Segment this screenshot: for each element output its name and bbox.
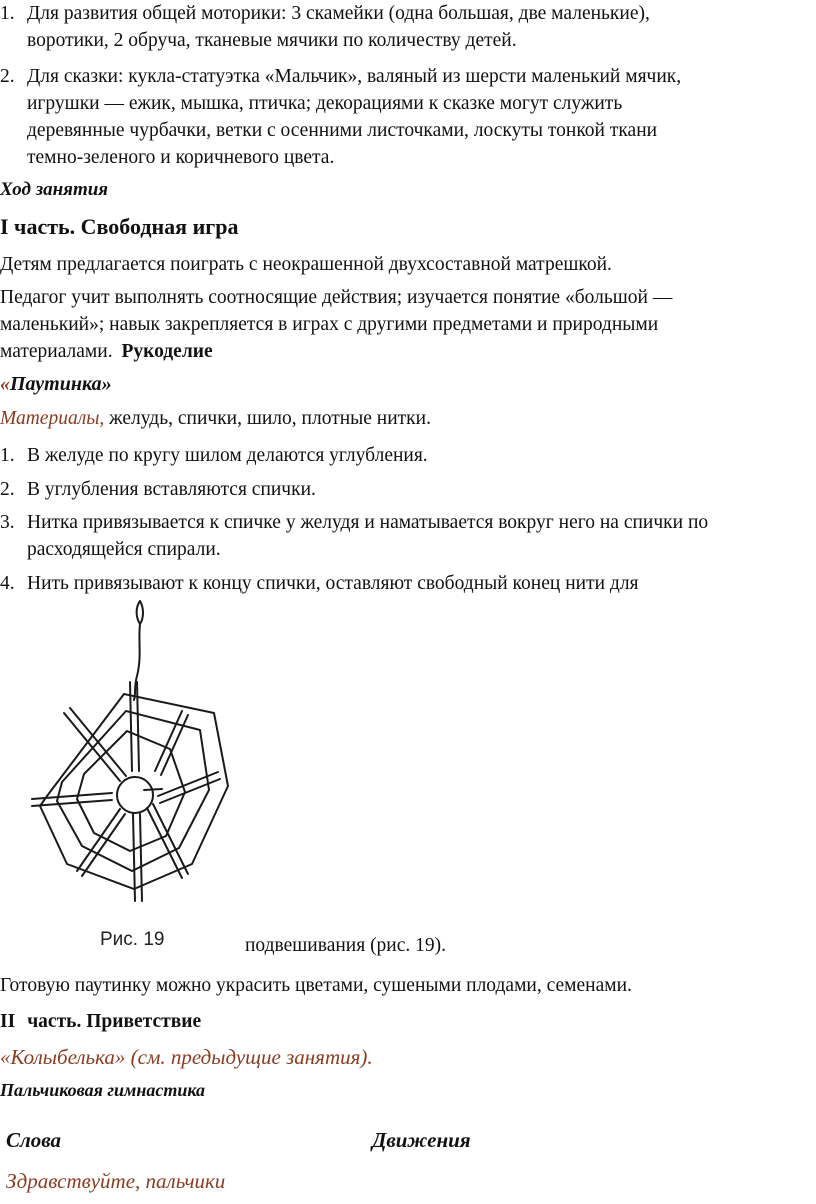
spider-web-illustration [22,596,262,916]
list-item [0,0,650,54]
step-item: 3. Нитка привязывается к спичке у желудя и наматывается вокруг него на спички по расходящейся спирали. [0,512,709,560]
step-item: 4. Нить привязывают к концу спички, оставляют свободный конец нити для [0,573,639,594]
column-header-movements: Движения [372,1128,471,1152]
figure-caption: Рис. 19 [100,929,165,950]
part2-heading: II часть. Приветствие [0,1011,202,1032]
decorate-text: Готовую паутинку можно украсить цветами, сушеными плодами, семенами. [0,975,632,996]
part1-text: Детям предлагается поиграть с неокрашенной двухсоставной матрешкой. [0,254,612,275]
part1-heading: I часть. Свободная игра [0,214,239,239]
list-number: 2. [0,66,15,87]
handicraft-heading: Рукоделие [121,341,213,362]
teacher-paragraph: Педагог учит выполнять соотносящие действия; изучается понятие «большой — маленький»; навык закрепляется в играх с другими предметами и природными материалами. Рукоделие [0,287,673,362]
step-item: 1. В желуде по кругу шилом делаются углубления. [0,445,428,466]
materials-line: Материалы, желудь, спички, шило, плотные нитки. [0,408,431,429]
list-text: Для сказки: кукла-статуэтка «Мальчик», валяный из шерсти маленький мячик, игрушки — ежик, мышка, птичка; декорациями к сказке могут служить деревянные чурбачки, ветки с осенними листочками, лоскуты тонкой ткани темно-зеленого и коричневого цвета. [27,66,682,168]
column-header-words: Слова [6,1128,62,1152]
list-text: Для развития общей моторики: 3 скамейки (одна большая, две маленькие), воротики, 2 обруча, тканевые мячики по количеству детей. [27,3,650,51]
web-title: «Паутинка» [0,373,112,395]
finger-gym-heading: Пальчиковая гимнастика [0,1080,206,1100]
lesson-heading: Ход занятия [0,179,109,200]
greeting-text: Здравствуйте, пальчики [6,1169,226,1193]
step-item: 2. В углубления вставляются спички. [0,479,316,500]
suspend-text: подвешивания (рис. 19). [245,935,447,956]
list-number: 1. [0,3,15,24]
list-item [0,63,681,171]
cradle-text: «Колыбелька» (см. предыдущие занятия). [0,1045,373,1069]
materials-label: Материалы, [0,408,105,429]
